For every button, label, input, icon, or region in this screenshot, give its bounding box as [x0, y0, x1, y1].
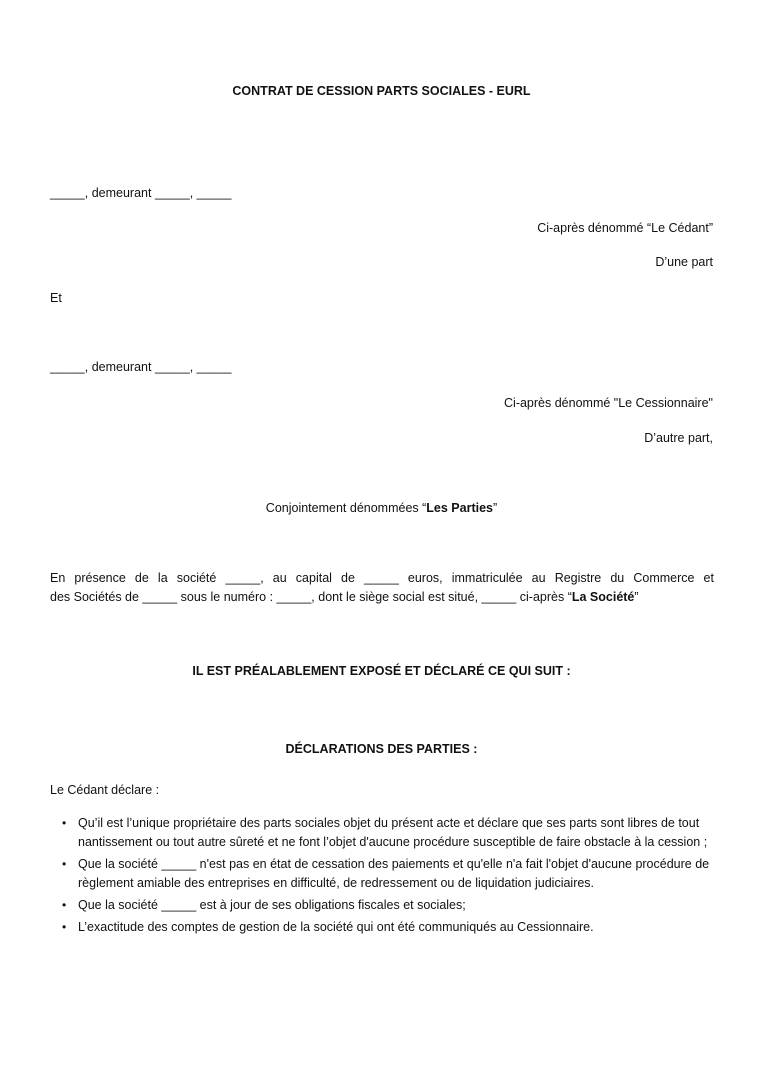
- declaration-item: • Qu’il est l’unique propriétaire des parts sociales objet du présent acte et déclare que ses parts sont libres de tout nantissement ou tout autre sûreté et ne font l’objet d'aucune procédure susceptible de faire obstacle à la cession ;: [78, 814, 748, 852]
- cessionnaire-designation: Ci-après dénommé "Le Cessionnaire": [504, 396, 713, 410]
- declarations-list: [50, 814, 748, 940]
- declarations-heading: DÉCLARATIONS DES PARTIES :: [285, 742, 478, 756]
- expose-heading: IL EST PRÉALABLEMENT EXPOSÉ ET DÉCLARÉ CE QUI SUIT :: [192, 664, 571, 678]
- cedant-declares-label: Le Cédant déclare :: [50, 783, 160, 797]
- cedant-identity: _____, demeurant _____, _____: [50, 186, 232, 200]
- declaration-item: • Que la société _____ n'est pas en état de cessation des paiements et qu'elle n'a fait l'objet d'aucune procédure de règlement amiable des entreprises en difficulté, de redressement ou de liquidation judiciaires.: [78, 855, 748, 893]
- and-label: Et: [50, 291, 62, 305]
- company-line-2-suffix: ”: [634, 590, 639, 604]
- cedant-part-label: D’une part: [655, 255, 713, 269]
- company-name-bold: La Société: [571, 590, 635, 604]
- company-line-2-prefix: des Sociétés de _____ sous le numéro : _____, dont le siège social est situé, _____ ci-après “: [50, 590, 572, 604]
- declaration-item: • L’exactitude des comptes de gestion de la société qui ont été communiqués au Cessionnaire.: [78, 918, 748, 937]
- jointly-bold: Les Parties: [426, 501, 494, 515]
- declaration-item: • Que la société _____ est à jour de ses obligations fiscales et sociales;: [78, 896, 748, 915]
- cessionnaire-identity: _____, demeurant _____, _____: [50, 360, 232, 374]
- cessionnaire-part-label: D’autre part,: [644, 431, 713, 445]
- cedant-designation: Ci-après dénommé “Le Cédant”: [537, 221, 713, 235]
- jointly-prefix: Conjointement dénommées “: [265, 501, 427, 515]
- document-title: CONTRAT DE CESSION PARTS SOCIALES - EURL: [232, 84, 531, 98]
- jointly-named-line: [0, 501, 763, 515]
- company-line-2: [50, 588, 714, 607]
- company-line-1: En présence de la société _____, au capital de _____ euros, immatriculée au Registre du Commerce et: [50, 571, 714, 585]
- jointly-suffix: ”: [493, 501, 498, 515]
- company-paragraph: [50, 569, 714, 607]
